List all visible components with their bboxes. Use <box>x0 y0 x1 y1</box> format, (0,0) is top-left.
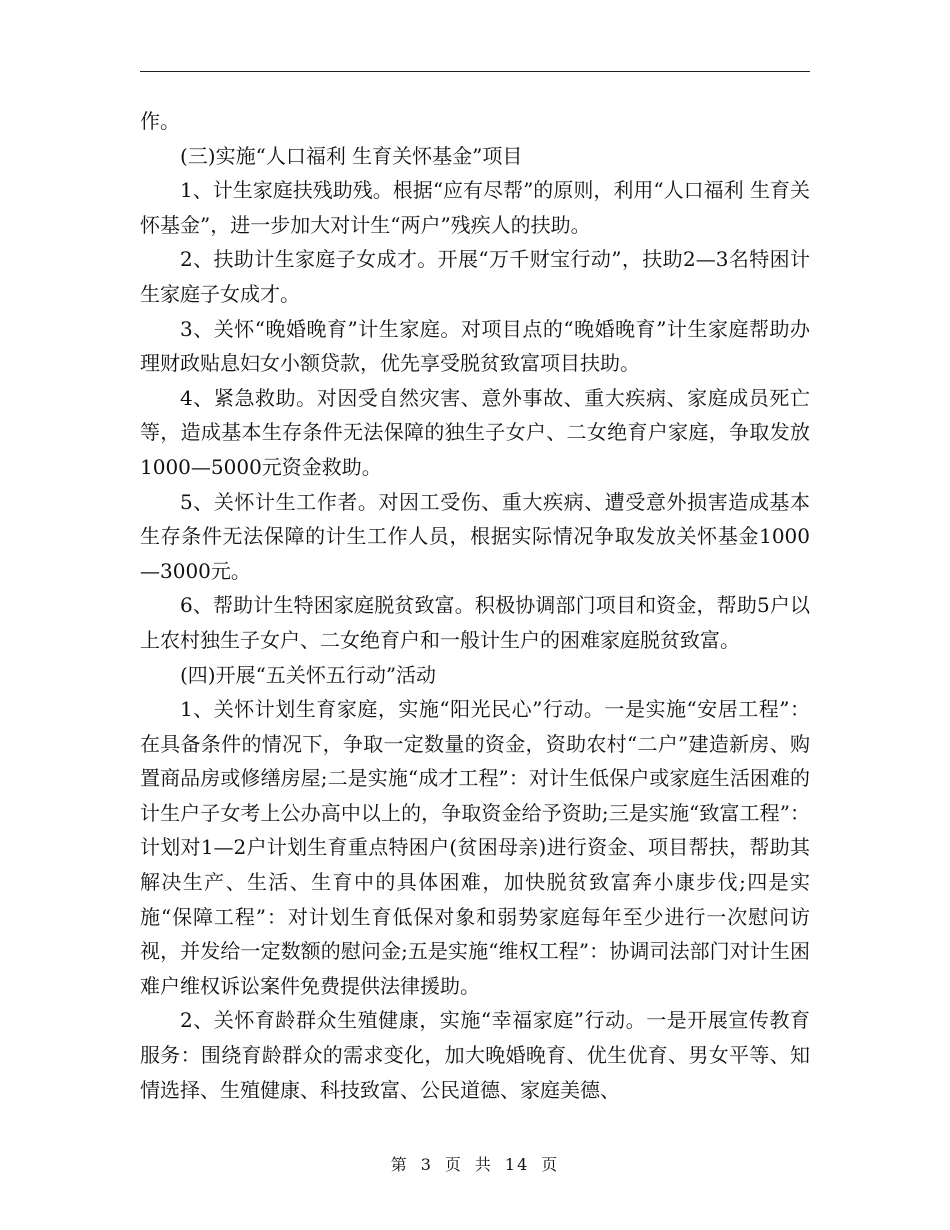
paragraph-item-4: 4、紧急救助。对因受自然灾害、意外事故、重大疾病、家庭成员死亡等，造成基本生存条件无法保障的独生子女户、二女绝育户家庭，争取发放1000—5000元资金救助。 <box>140 385 810 479</box>
section-heading-4: (四)开展“五关怀五行动”活动 <box>180 662 437 687</box>
section-heading-3: (三)实施“人口福利 生育关怀基金”项目 <box>180 143 523 168</box>
footer-total-word: 共 <box>474 1155 493 1174</box>
footer-page-word: 页 <box>444 1155 463 1174</box>
paragraph-item-6: 6、帮助计生特困家庭脱贫致富。积极协调部门项目和资金，帮助5户以上农村独生子女户、二女绝育户和一般计生户的困难家庭脱贫致富。 <box>140 593 810 652</box>
header-rule <box>140 71 810 72</box>
footer-current-page: 3 <box>420 1155 433 1174</box>
paragraph-continuation: 作。 <box>140 109 180 133</box>
paragraph-item-5: 5、关怀计生工作者。对因工受伤、重大疾病、遭受意外损害造成基本生存条件无法保障的计生工作人员，根据实际情况争取发放关怀基金1000—3000元。 <box>140 489 810 583</box>
paragraph-item-3: 3、关怀“晚婚晚育”计生家庭。对项目点的“晚婚晚育”计生家庭帮助办理财政贴息妇女小额贷款，优先享受脱贫致富项目扶助。 <box>140 316 810 376</box>
footer-suffix: 页 <box>541 1155 560 1174</box>
paragraph-item-1: 1、计生家庭扶残助残。根据“应有尽帮”的原则，利用“人口福利 生育关怀基金”，进一步加大对计生“两户”残疾人的扶助。 <box>140 178 810 237</box>
paragraph-item-2: 2、扶助计生家庭子女成才。开展“万千财宝行动”，扶助2—3名特困计生家庭子女成才。 <box>140 247 810 306</box>
paragraph-care-1: 1、关怀计划生育家庭，实施“阳光民心”行动。一是实施“安居工程”：在具备条件的情况下，争取一定数量的资金，资助农村“二户”建造新房、购置商品房或修缮房屋;二是实施“成才工程”：对计生低保户或家庭生活困难的计生户子女考上公办高中以上的，争取资金给予资助;三是实施“致富工程”：计划对1—2户计划生育重点特困户(贫困母亲)进行资金、项目帮扶，帮助其解决生产、生活、生育中的具体困难，加快脱贫致富奔小康步伐;四是实施“保障工程”：对计划生育低保对象和弱势家庭每年至少进行一次慰问访视，并发给一定数额的慰问金;五是实施“维权工程”：协调司法部门对计生困难户维权诉讼案件免费提供法律援助。 <box>140 697 810 998</box>
paragraph-care-2: 2、关怀育龄群众生殖健康，实施“幸福家庭”行动。一是开展宣传教育服务：围绕育龄群众的需求变化，加大晚婚晚育、优生优育、男女平等、知情选择、生殖健康、科技致富、公民道德、家庭美德、 <box>140 1008 810 1102</box>
footer-total-pages: 14 <box>504 1155 530 1174</box>
document-body <box>140 104 810 1107</box>
footer-prefix: 第 <box>390 1155 409 1174</box>
page-footer <box>0 1152 950 1175</box>
